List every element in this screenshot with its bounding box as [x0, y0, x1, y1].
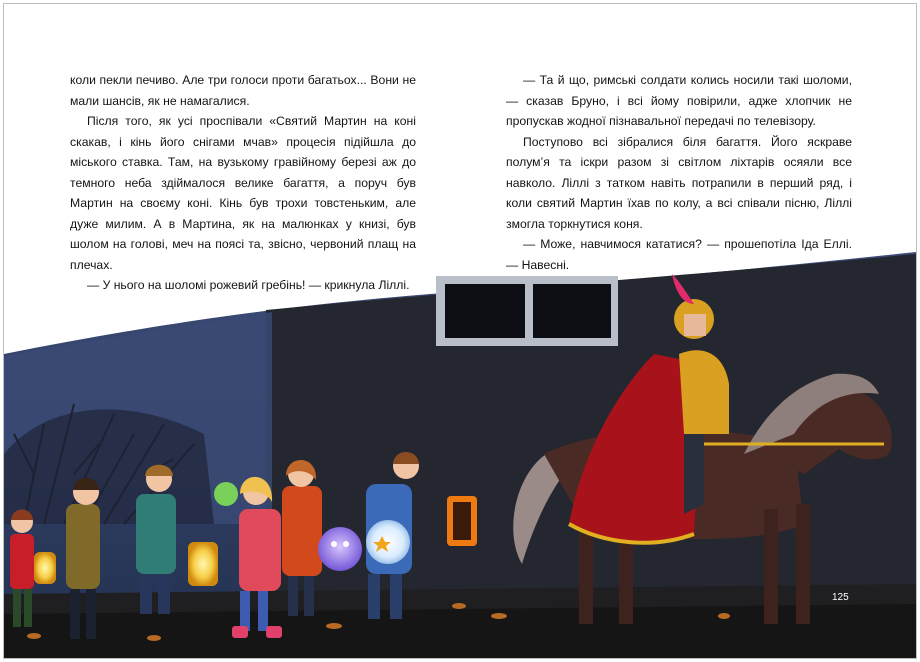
- paragraph: — Та й що, римські солдати колись носили такі шоломи,— сказав Бруно, і всі йому повірили, адже хлопчик не пропускав жодної пізнавальної передачі по телевізору.: [506, 73, 852, 128]
- paragraph: коли пекли печиво. Але три голоси проти багатьох... Вони не мали шансів, як не намагалися.: [70, 73, 416, 108]
- paragraph: — Може, навчимося кататися? — прошепотіла Іда Еллі.— Навесні.: [506, 237, 852, 272]
- right-text-column: [506, 70, 852, 275]
- house-window: [436, 276, 618, 346]
- page-number: 125: [832, 592, 849, 603]
- paragraph: — У нього на шоломі рожевий гребінь! — крикнула Ліллі.: [87, 278, 410, 292]
- paragraph: Поступово всі зібралися біля багаття. Його яскраве полум’я та іскри разом зі світлом ліхтарів осяяли все навколо. Ліллі з татком навіть потрапили в перший ряд, і коли святий Мартин їхав по колу, а всі співали пісню, Ліллі змогла торкнутися коня.: [506, 134, 852, 231]
- left-text-column: [70, 70, 416, 296]
- book-spread: [3, 3, 917, 659]
- paragraph: Після того, як усі проспівали «Святий Мартин на коні скакав, і кінь його снігами мчав» процесія підійшла до міського ставка. Там, на вузькому гравійному березі аж до темного неба здіймалося велике багаття, а поруч був Мартин на своєму коні. Кінь був трохи товстеньким, але дуже милим. А в Мартина, як на малюнках у книзі, був шолом на голові, меч на поясі та, звісно, червоний плащ на плечах.: [70, 114, 416, 272]
